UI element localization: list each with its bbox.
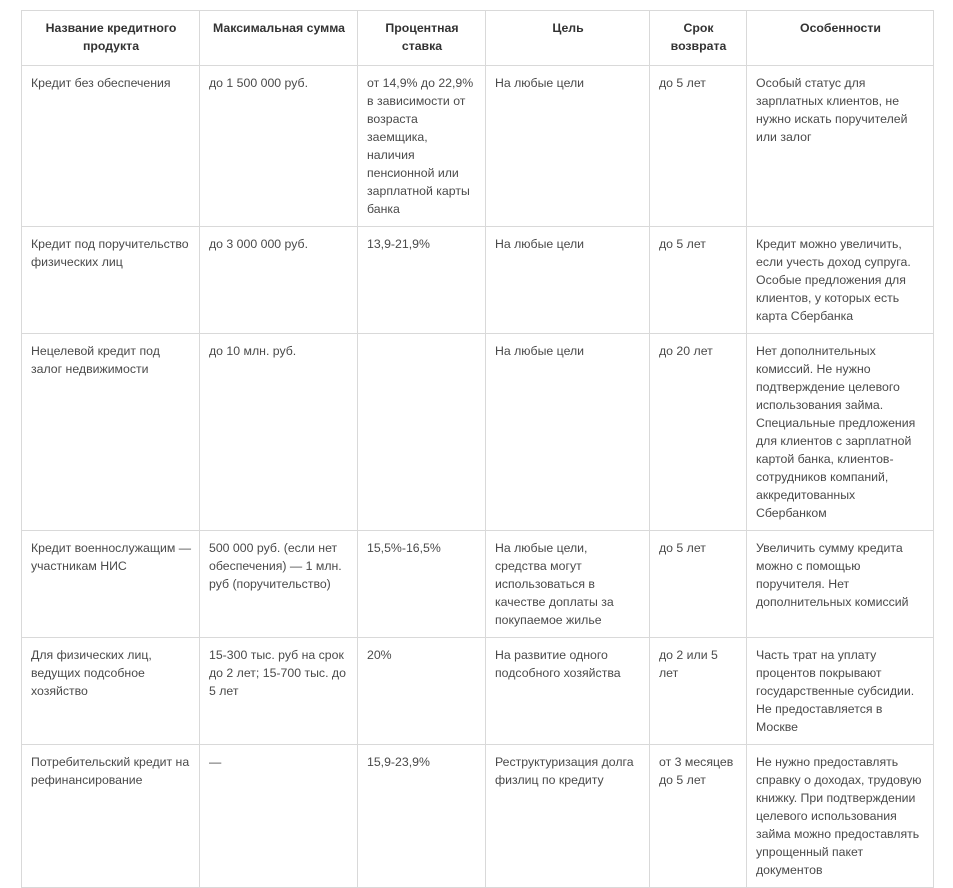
- header-term: Срок возврата: [650, 11, 747, 66]
- cell-product-name: Кредит военнослужащим — участникам НИС: [22, 531, 200, 638]
- table-row: [22, 638, 934, 745]
- cell-max-amount: 500 000 руб. (если нет обеспечения) — 1 млн. руб (поручительство): [200, 531, 358, 638]
- cell-product-name: Кредит под поручительство физических лиц: [22, 227, 200, 334]
- cell-purpose: На развитие одного подсобного хозяйства: [486, 638, 650, 745]
- table-row: [22, 227, 934, 334]
- cell-interest-rate: от 14,9% до 22,9% в зависимости от возраста заемщика, наличия пенсионной или зарплатной карты банка: [358, 66, 486, 227]
- table-row: [22, 531, 934, 638]
- cell-interest-rate: 15,9-23,9%: [358, 745, 486, 888]
- cell-interest-rate: [358, 334, 486, 531]
- table-row: [22, 66, 934, 227]
- cell-term: до 2 или 5 лет: [650, 638, 747, 745]
- cell-interest-rate: 20%: [358, 638, 486, 745]
- cell-product-name: Кредит без обеспечения: [22, 66, 200, 227]
- header-features: Особенности: [747, 11, 934, 66]
- cell-max-amount: —: [200, 745, 358, 888]
- cell-purpose: На любые цели: [486, 334, 650, 531]
- cell-term: до 5 лет: [650, 531, 747, 638]
- header-purpose: Цель: [486, 11, 650, 66]
- cell-product-name: Нецелевой кредит под залог недвижимости: [22, 334, 200, 531]
- cell-term: до 5 лет: [650, 227, 747, 334]
- header-max-amount: Максимальная сумма: [200, 11, 358, 66]
- table-row: [22, 745, 934, 888]
- cell-purpose: На любые цели, средства могут использоваться в качестве доплаты за покупаемое жилье: [486, 531, 650, 638]
- cell-interest-rate: 13,9-21,9%: [358, 227, 486, 334]
- cell-features: Кредит можно увеличить, если учесть доход супруга. Особые предложения для клиентов, у которых есть карта Сбербанка: [747, 227, 934, 334]
- cell-term: до 20 лет: [650, 334, 747, 531]
- header-interest-rate: Процентная ставка: [358, 11, 486, 66]
- cell-max-amount: до 10 млн. руб.: [200, 334, 358, 531]
- cell-interest-rate: 15,5%-16,5%: [358, 531, 486, 638]
- table-row: [22, 334, 934, 531]
- cell-max-amount: до 3 000 000 руб.: [200, 227, 358, 334]
- table-header-row: [22, 11, 934, 66]
- cell-term: до 5 лет: [650, 66, 747, 227]
- cell-features: Увеличить сумму кредита можно с помощью поручителя. Нет дополнительных комиссий: [747, 531, 934, 638]
- credit-products-table: [21, 10, 934, 888]
- header-product-name: Название кредитного продукта: [22, 11, 200, 66]
- credit-products-table-container: [21, 10, 934, 888]
- cell-max-amount: до 1 500 000 руб.: [200, 66, 358, 227]
- cell-purpose: Реструктуризация долга физлиц по кредиту: [486, 745, 650, 888]
- cell-features: Не нужно предоставлять справку о доходах, трудовую книжку. При подтверждении целевого использования займа можно предоставлять упрощенный пакет документов: [747, 745, 934, 888]
- cell-term: от 3 месяцев до 5 лет: [650, 745, 747, 888]
- cell-features: Часть трат на уплату процентов покрывают государственные субсидии. Не предоставляется в Москве: [747, 638, 934, 745]
- cell-product-name: Для физических лиц, ведущих подсобное хозяйство: [22, 638, 200, 745]
- cell-features: Нет дополнительных комиссий. Не нужно подтверждение целевого использования займа. Специальные предложения для клиентов с зарплатной картой банка, клиентов-сотрудников компаний, аккредитованных Сбербанком: [747, 334, 934, 531]
- cell-product-name: Потребительский кредит на рефинансирование: [22, 745, 200, 888]
- cell-max-amount: 15-300 тыс. руб на срок до 2 лет; 15-700 тыс. до 5 лет: [200, 638, 358, 745]
- cell-purpose: На любые цели: [486, 227, 650, 334]
- cell-features: Особый статус для зарплатных клиентов, не нужно искать поручителей или залог: [747, 66, 934, 227]
- cell-purpose: На любые цели: [486, 66, 650, 227]
